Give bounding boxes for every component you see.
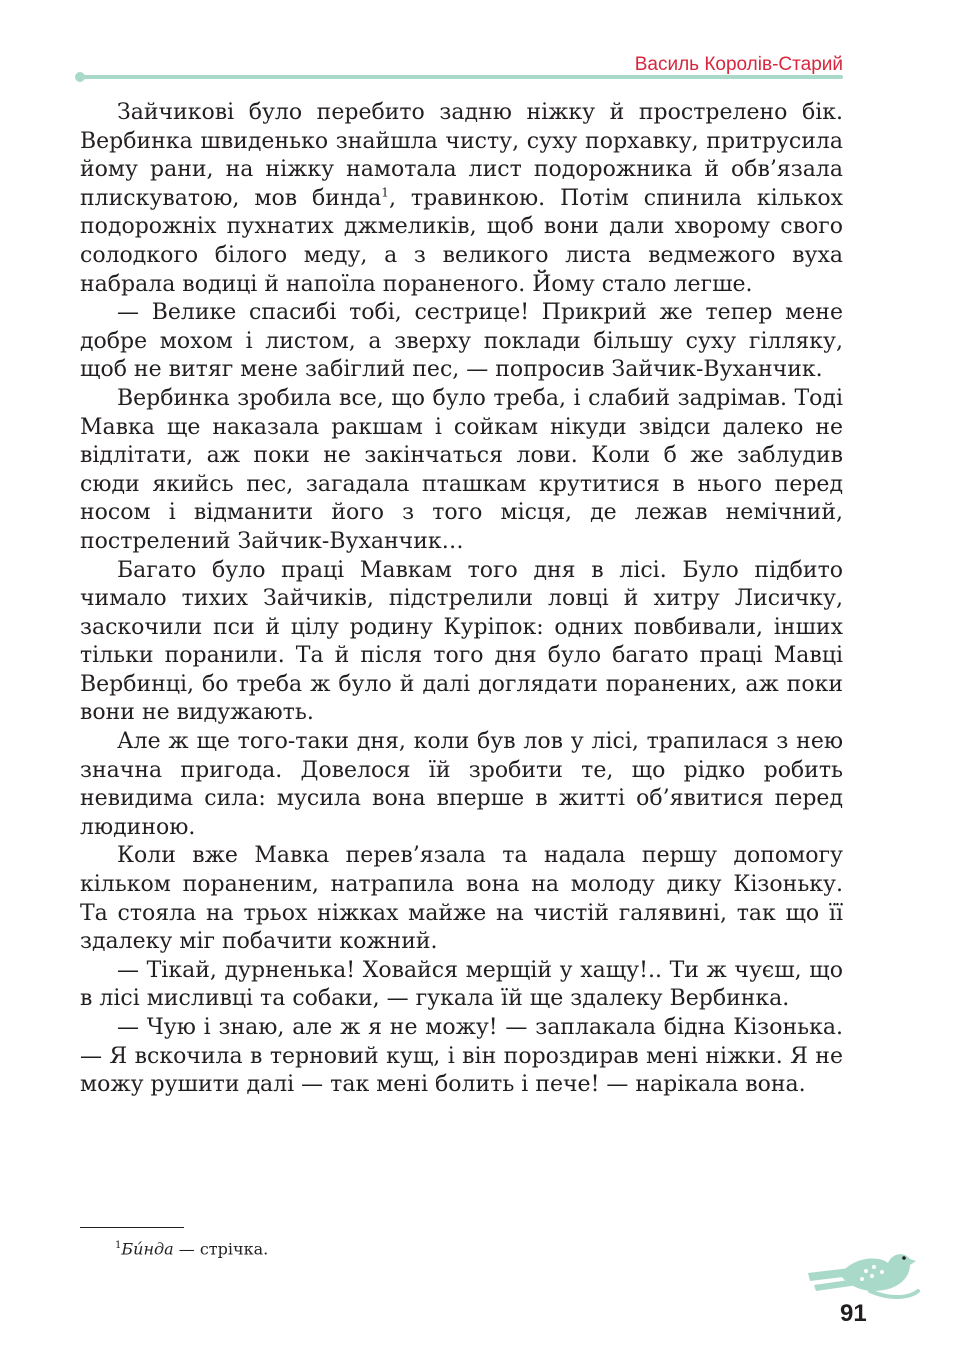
page-number: 91 [840,1300,867,1327]
footnote-term: Би́нда [121,1239,174,1259]
paragraph: Але ж ще того-таки дня, коли був лов у лісі, трапилася з нею значна пригода. Довелося їй зробити те, що рідко робить невидима сила: мусила вона вперше в житті об’явитися перед людиною. [80,729,843,840]
footnote-definition: — стрічка. [173,1239,269,1259]
header-rule [80,75,843,79]
paragraph-text: , травинкою. Потім спинила кількох подорожніх пухнатих джмеликів, щоб вони дали хворому свого солодкого білого меду, а з великого листа ведмежого вуха набрала водиці й напоїла пораненого. Йому стало легше. [80,185,843,297]
paragraph: Багато було праці Мавкам того дня в лісі. Було підбито чимало тихих Зайчиків, підстрелили ловці й хитру Лисичку, заскочили пси й цілу родину Куріпок: одних повбивали, інших тільки поранили. Та й після того дня було багато праці Мавці Вербинці, бо треба ж було й далі доглядати поранених, аж поки вони не видужають. [80,557,843,726]
body-text [80,99,843,1100]
paragraph: Коли вже Мавка перев’язала та надала першу допомогу кільком пораненим, натрапила вона на молоду дику Кізоньку. Та стояла на трьох ніжках майже на чистій галявині, так що її здалеку міг побачити кожний. [80,843,843,955]
paragraph: — Тікай, дурненька! Ховайся мерщій у хащу!.. Ти ж чуєш, що в лісі мисливці та собаки, — гукала їй ще здалеку Вербинка. [80,957,843,1012]
footnote-separator [80,1227,184,1228]
footnote-ref: 1 [381,185,389,200]
paragraph: — Чую і знаю, але ж я не можу! — заплакала бідна Кізонька. — Я вскочила в терновий кущ, і він пороздирав мені ніжки. Я не можу рушити далі — так мені болить і пече! — нарікала вона. [80,1015,843,1098]
footnote-marker: 1 [115,1240,122,1251]
footnote [115,1236,268,1259]
paragraph-text: Зайчикові було перебито задню ніжку й прострелено бік. Вербинка швиденько знайшла чисту, суху порхавку, притрусила йому рани, на ніжку намотала лист подорожника й обв’язала плискуватою, мов бинда [80,100,843,211]
paragraph: Вербинка зробила все, що було треба, і слабий задрімав. Тоді Мавка ще наказала ракшам і сойкам нікуди звідси далеко не відлітати, аж поки не закінчаться лови. Коли б же заблудив сюди якийсь пес, загадала пташкам крутитися в нього перед носом і відманити його з того місця, де лежав немічний, пострелений Зайчик-Вуханчик… [80,385,843,554]
paragraph [80,99,843,299]
paragraph: — Велике спасибі тобі, сестрице! Прикрий же тепер мене добре мохом і листом, а зверху поклади більшу суху гілляку, щоб не витяг мене забіглий пес, — попросив Зайчик-Вуханчик. [80,300,843,383]
running-header-author: Василь Королів-Старий [634,54,843,75]
